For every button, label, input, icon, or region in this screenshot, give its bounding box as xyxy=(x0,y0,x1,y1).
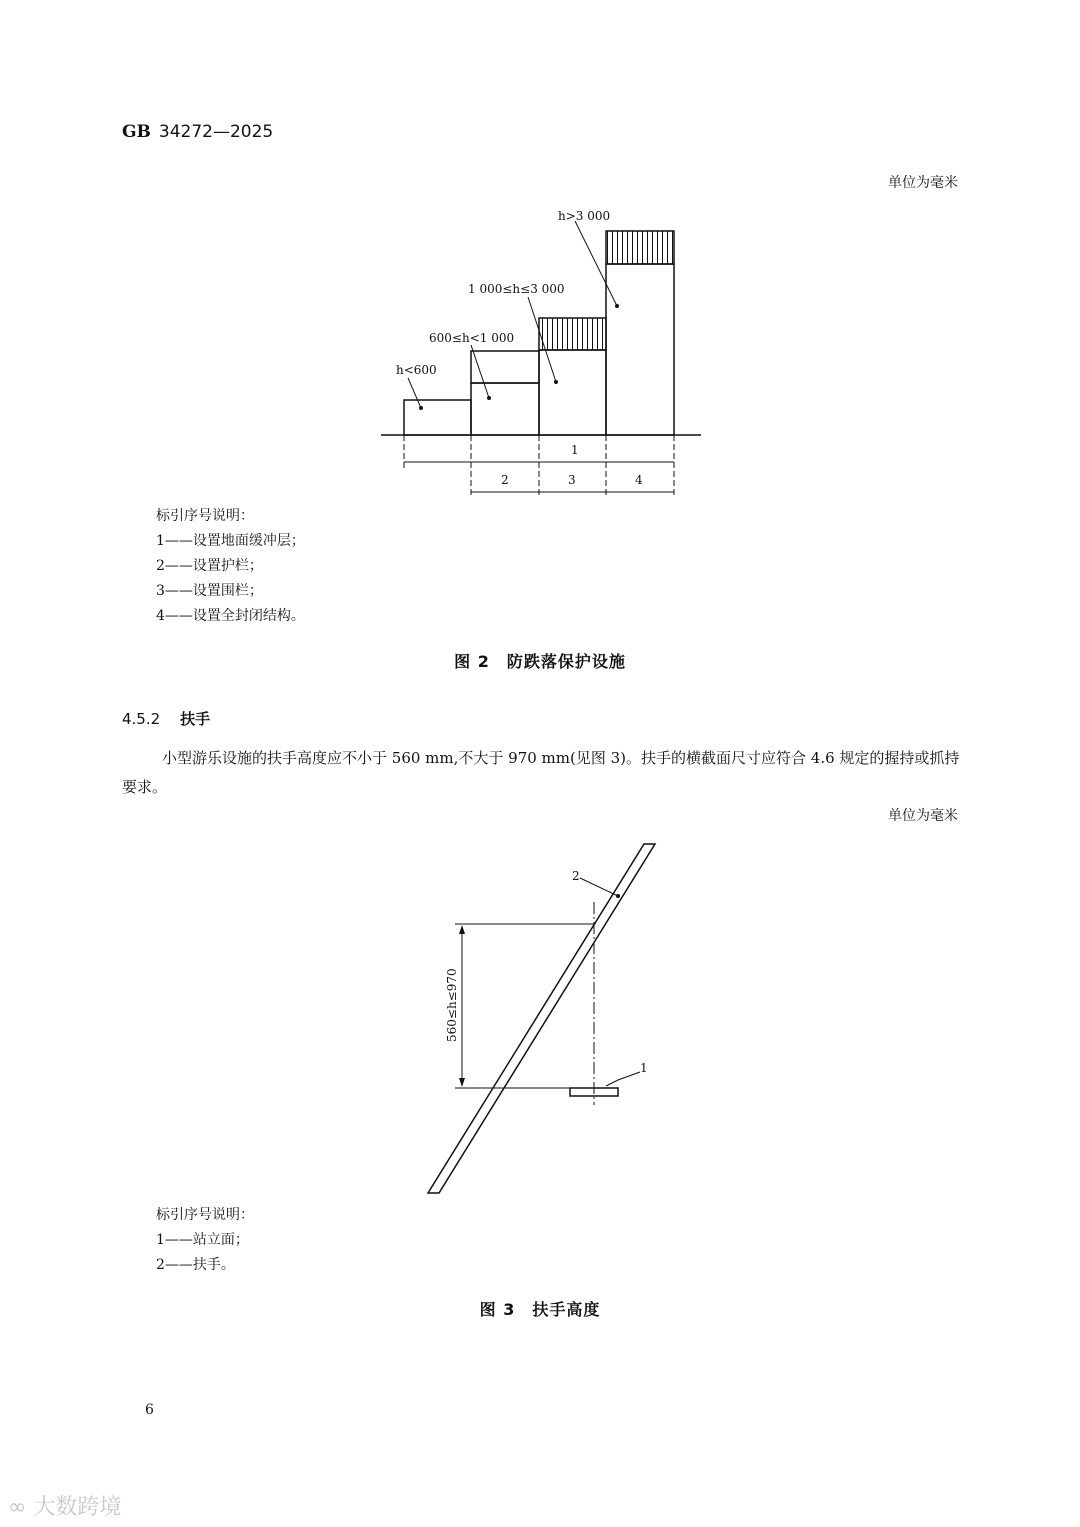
fence-3 xyxy=(539,318,606,350)
legend-item: 4——设置全封闭结构。 xyxy=(156,608,305,624)
legend-item: 1——设置地面缓冲层； xyxy=(156,533,305,549)
watermark-logo-icon: ∞ xyxy=(8,1495,34,1520)
height-dimension-label: 560≤h≤970 xyxy=(445,968,459,1042)
page-number: 6 xyxy=(145,1402,154,1418)
label-h-600-1000: 600≤h<1 000 xyxy=(429,331,515,345)
figure3-title: 图 3 扶手高度 xyxy=(479,1300,601,1319)
legend-heading: 标引序号说明： xyxy=(156,1207,254,1223)
legend-item: 1——站立面； xyxy=(156,1232,249,1248)
dim-3-label: 3 xyxy=(568,473,576,487)
section-heading xyxy=(122,708,210,729)
step-4 xyxy=(606,264,674,435)
callout-1: 1 xyxy=(640,1061,648,1075)
step-2 xyxy=(471,383,539,435)
legend-item: 3——设置围栏； xyxy=(156,583,263,599)
standard-number: 34272—2025 xyxy=(158,122,274,142)
section-title: 扶手 xyxy=(180,710,211,728)
dim-4-label: 4 xyxy=(635,473,643,487)
legend-item: 2——设置护栏； xyxy=(156,558,263,574)
enclosure-4 xyxy=(606,231,674,264)
legend-item: 2——扶手。 xyxy=(156,1257,235,1273)
figure2-legend xyxy=(156,504,305,629)
section-paragraph: 小型游乐设施的扶手高度应不小于 560 mm,不大于 970 mm(见图 3)。扶手的横截面尺寸应符合 4.6 规定的握持或抓持要求。 xyxy=(122,749,960,796)
standard-prefix: GB xyxy=(122,122,151,142)
callout-2: 2 xyxy=(572,869,580,883)
step-1 xyxy=(404,400,471,435)
legend-heading: 标引序号说明： xyxy=(156,508,254,524)
section-number: 4.5.2 xyxy=(122,710,161,728)
figure3-legend xyxy=(156,1203,254,1278)
watermark-text: 大数跨境 xyxy=(33,1495,122,1520)
guardrail-2 xyxy=(471,351,539,383)
dim-1-label: 1 xyxy=(571,443,579,457)
label-h-lt-600: h<600 xyxy=(396,363,437,377)
label-h-1000-3000: 1 000≤h≤3 000 xyxy=(468,282,565,296)
figure2-diagram xyxy=(0,0,1080,520)
step-3 xyxy=(539,350,606,435)
dim-2-label: 2 xyxy=(501,473,509,487)
figure3-unit-note: 单位为毫米 xyxy=(888,808,958,824)
watermark xyxy=(8,1490,121,1521)
figure2-unit-note: 单位为毫米 xyxy=(888,175,958,191)
label-h-gt-3000: h>3 000 xyxy=(558,209,611,223)
figure2-title: 图 2 防跌落保护设施 xyxy=(454,652,626,671)
figure3-diagram xyxy=(0,830,1080,1200)
